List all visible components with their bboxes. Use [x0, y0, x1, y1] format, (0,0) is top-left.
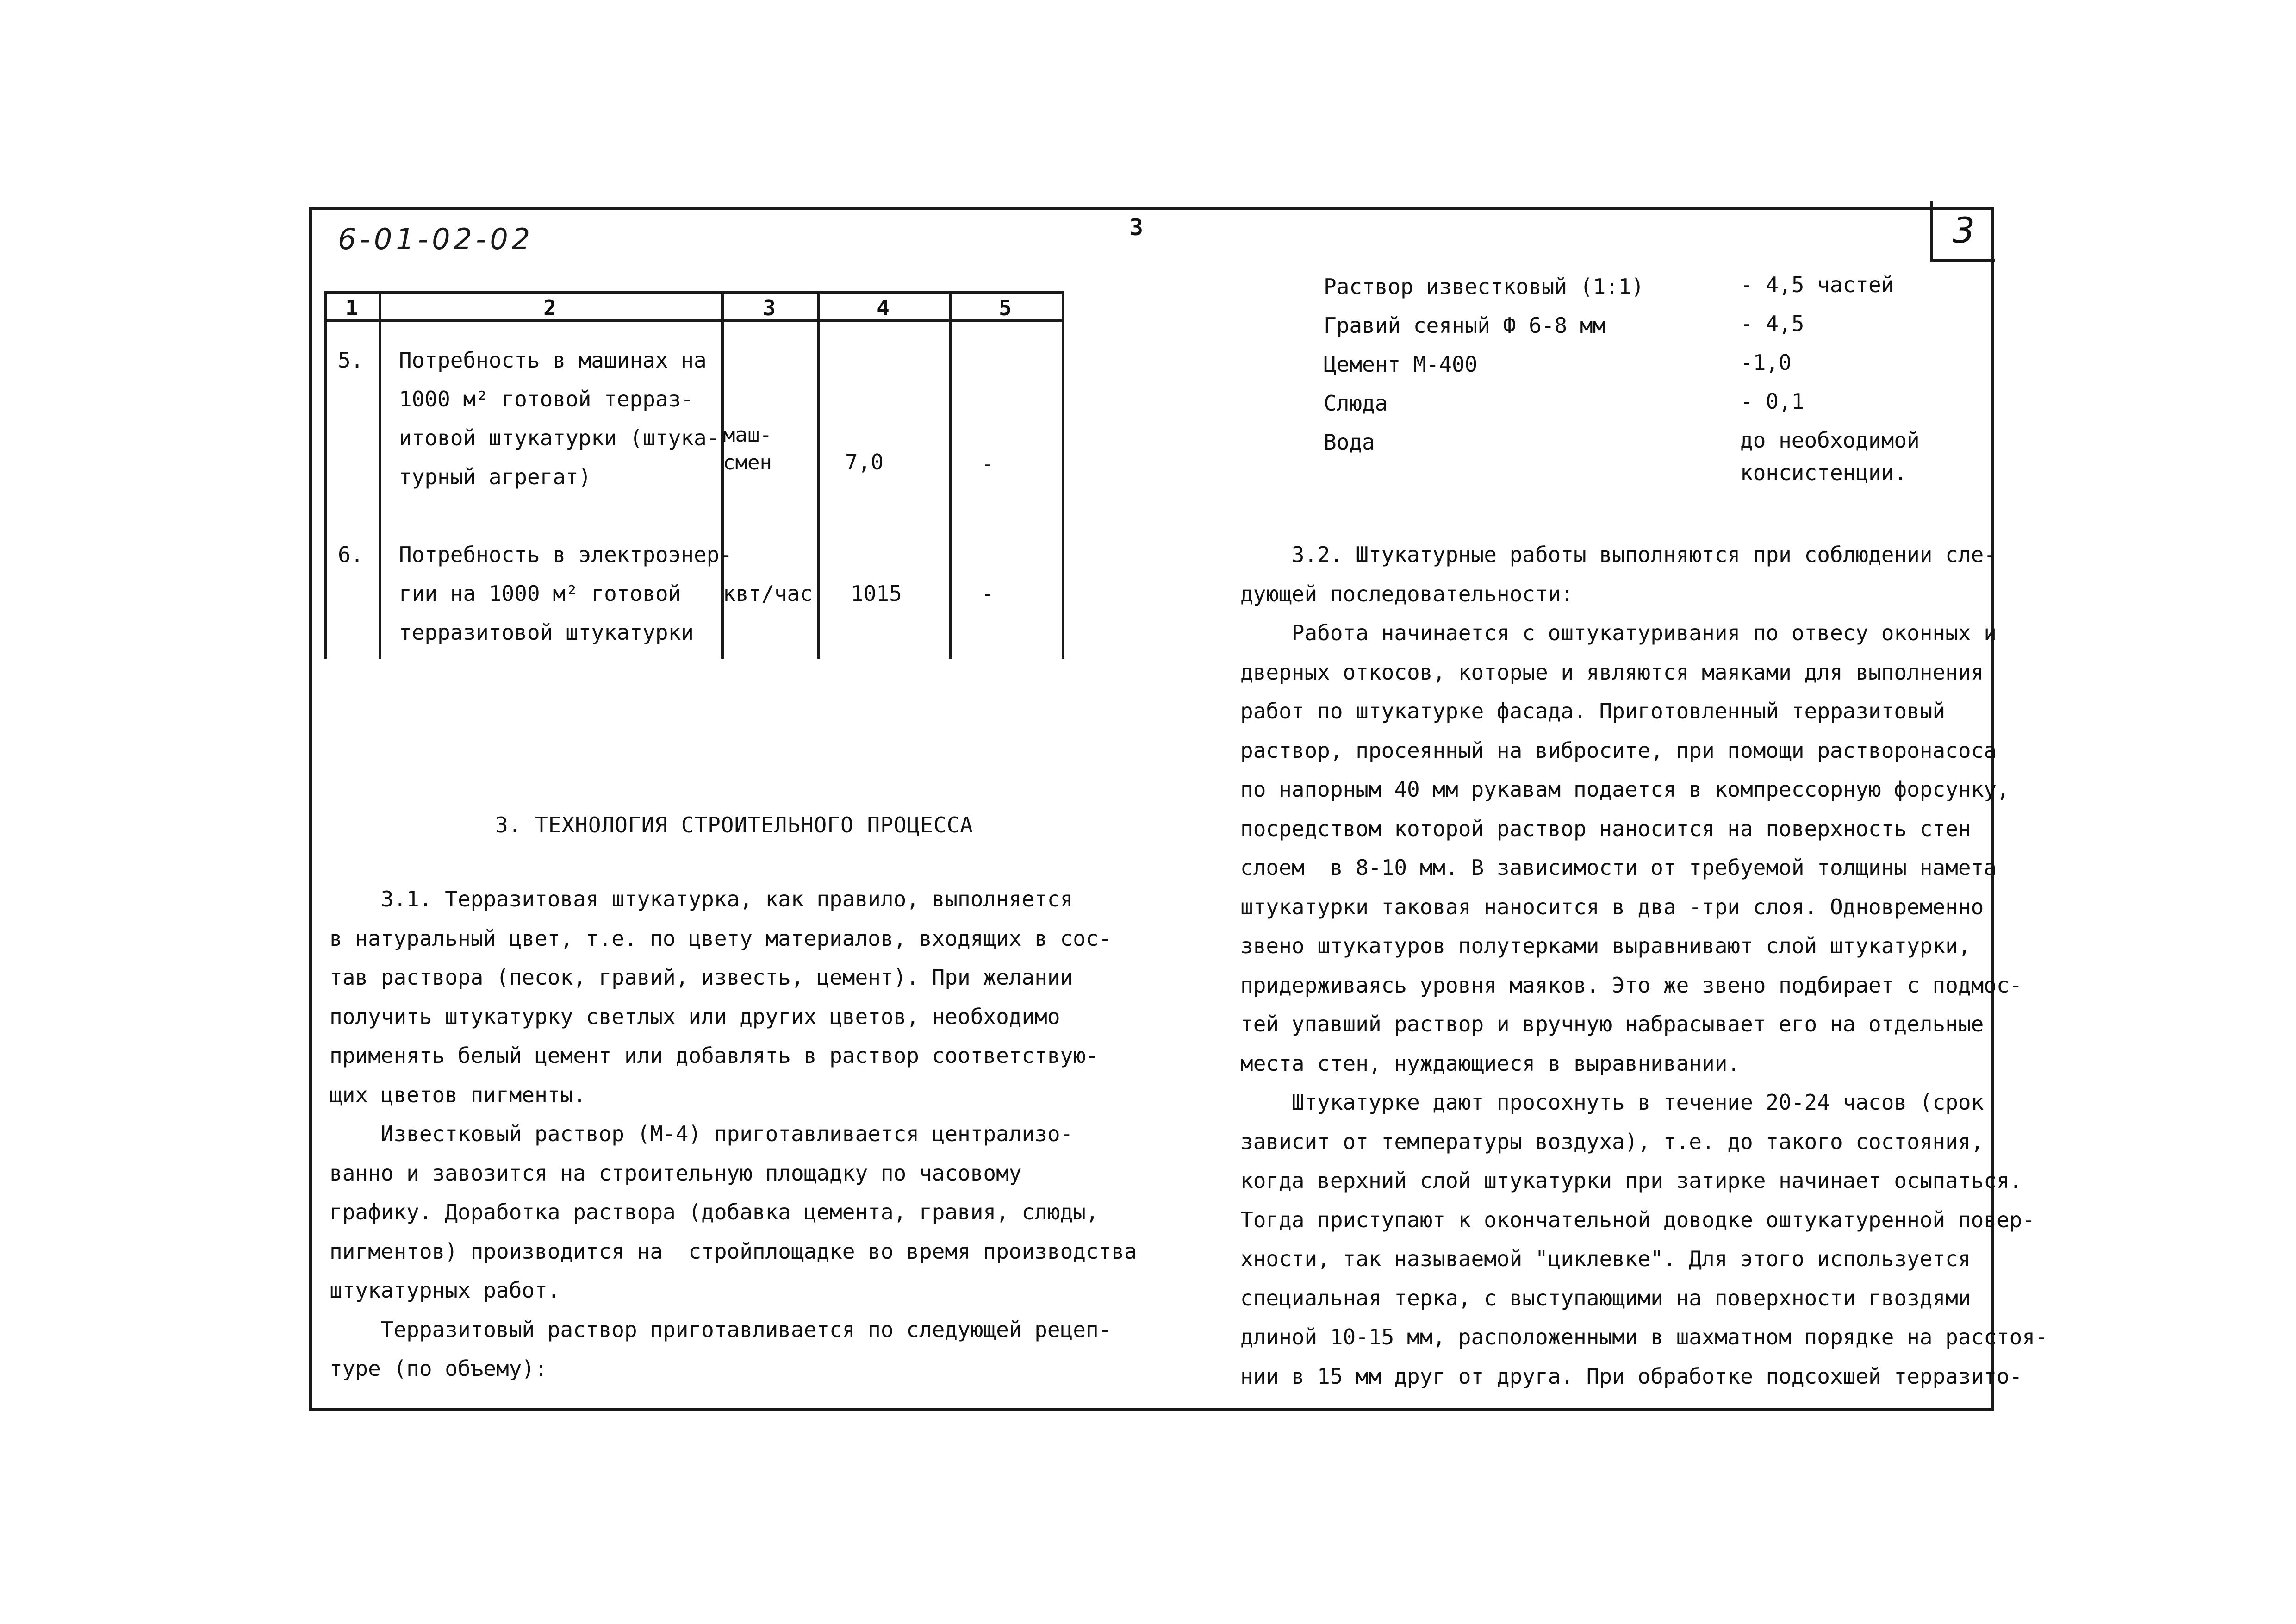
document-code: 6-01-02-02 — [338, 222, 534, 256]
table-row-note: - — [981, 581, 994, 606]
table-header-rule — [324, 319, 1064, 322]
table-row-description: Потребность в машинах на 1000 м² готовой терраз- итовой штукатурки (штука- турный агрегат) — [399, 348, 720, 489]
table-col-divider — [1062, 291, 1064, 659]
recipe-item-name: Цемент М-400 — [1324, 352, 1478, 377]
table-row-value: 1015 — [851, 581, 902, 606]
sheet-number: 3 — [1952, 209, 1975, 251]
table-col-divider — [379, 291, 381, 659]
table-row-unit: квт/час — [723, 581, 813, 606]
table-row-note: - — [981, 451, 994, 476]
recipe-item-value: -1,0 — [1740, 350, 1792, 375]
table-row-number: 5. — [338, 348, 364, 373]
recipe-item-value: - 4,5 — [1740, 311, 1804, 336]
recipe-item-name: Гравий сеяный Ф 6-8 мм — [1324, 313, 1606, 338]
recipe-item-value: до необходимой консистенции. — [1740, 428, 1920, 485]
recipe-item-value: - 0,1 — [1740, 389, 1804, 414]
table-header-cell: 5 — [999, 295, 1012, 320]
table-row-value: 7,0 — [845, 450, 884, 475]
recipe-item-name: Вода — [1324, 430, 1375, 455]
table-header-cell: 1 — [345, 295, 358, 320]
table-header-cell: 3 — [763, 295, 776, 320]
recipe-item-value: - 4,5 частей — [1740, 272, 1894, 297]
table-row-description: Потребность в электроэнер- гии на 1000 м² готовой терразитовой штукатурки — [399, 542, 733, 645]
table-col-divider — [949, 291, 952, 659]
section-heading: 3. ТЕХНОЛОГИЯ СТРОИТЕЛЬНОГО ПРОЦЕССА — [495, 812, 973, 837]
table-row-unit: маш- смен — [723, 423, 772, 475]
body-text-left: 3.1. Терразитовая штукатурка, как правило, выполняется в натуральный цвет, т.е. по цвету материалов, входящих в сос- тав раствора (песок, гравий, известь, цемент). При желании получить штукатурку светлых или других цветов, необходимо применять белый цемент или добавлять в раствор соответствую- щих цветов пигменты. Известковый раствор (М-4) приготавливается централизо- ванно и завозится на строительную площадку по часовому графику. Доработка раствора (добавка цемента, гравия, слюды, пигментов) производится на стройплощадке во время производства штукатурных работ. Терразитовый раствор приготавливается по следующей рецеп- туре (по объему): — [330, 887, 1137, 1381]
table-header-cell: 4 — [877, 295, 890, 320]
table-header-cell: 2 — [543, 295, 556, 320]
sheet-number-box — [1930, 201, 1995, 262]
recipe-item-name: Раствор известковый (1:1) — [1324, 274, 1644, 299]
page-number: 3 — [1129, 214, 1144, 241]
table-col-divider — [817, 291, 820, 659]
table-top-rule — [324, 291, 1064, 294]
table-col-divider — [324, 291, 327, 659]
recipe-item-name: Слюда — [1324, 391, 1388, 416]
body-text-right: 3.2. Штукатурные работы выполняются при соблюдении сле- дующей последовательности: Работа начинается с оштукатуривания по отвесу оконных и дверных откосов, которые и являются маяками для выполнения работ по штукатурке фасада. Приготовленный терразитовый раствор, просеянный на вибросите, при помощи растворонасоса по напорным 40 мм рукавам подается в компрессорную форсунку, посредством которой раствор наносится на поверхность стен слоем в 8-10 мм. В зависимости от требуемой толщины намета штукатурки таковая наносится в два -три слоя. Одновременно звено штукатуров полутерками выравнивают слой штукатурки, придерживаясь уровня маяков. Это же звено подбирает с подмос- тей упавший раствор и вручную набрасывает его на отдельные места стен, нуждающиеся в выравнивании. Штукатурке дают просохнуть в течение 20-24 часов (срок зависит от температуры воздуха), т.е. до такого состояния, когда верхний слой штукатурки при затирке начинает осыпаться. Тогда приступают к окончательной доводке оштукатуренной повер- хности, так называемой "циклевке". Для этого используется специальная терка, с выступающими на поверхности гвоздями длиной 10-15 мм, расположенными в шахматном порядке на расстоя- нии в 15 мм друг от друга. При обработке подсохшей терразито- — [1240, 542, 2048, 1389]
table-row-number: 6. — [338, 542, 364, 567]
